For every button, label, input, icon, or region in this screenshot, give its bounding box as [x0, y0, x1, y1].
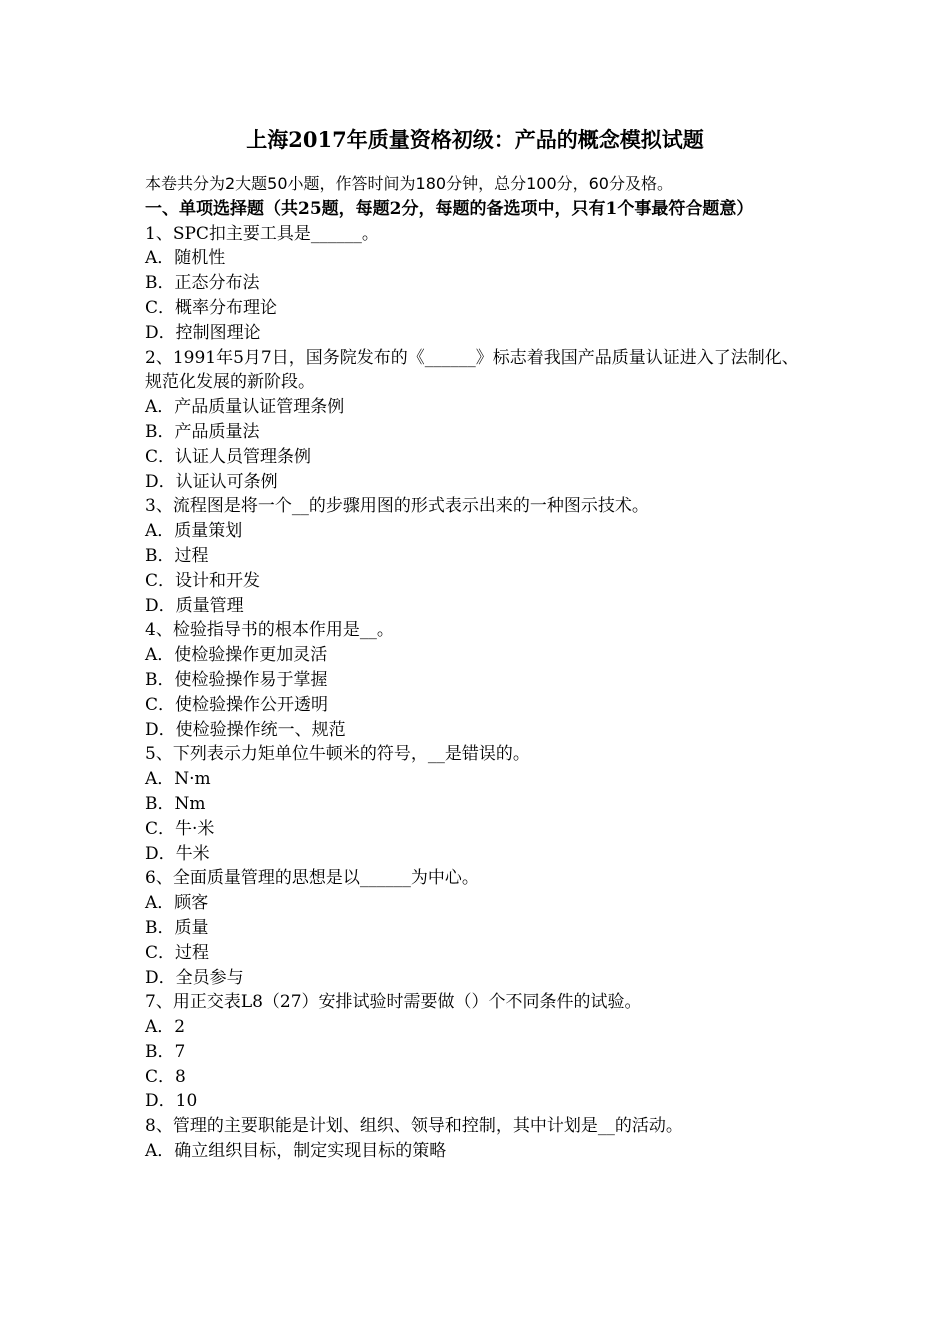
option-item: C．认证人员管理条例 [145, 446, 312, 467]
option-list [145, 246, 810, 345]
option-item: D．全员参与 [145, 967, 244, 988]
option-item: A．N·m [145, 769, 211, 790]
exam-intro: 本卷共分为2大题50小题，作答时间为180分钟，总分100分，60分及格。 [145, 174, 673, 193]
option-item: B．产品质量法 [145, 421, 260, 442]
option-list [145, 891, 810, 990]
option-item: C．牛·米 [145, 818, 215, 839]
section-heading: 一、单项选择题（共25题，每题2分，每题的备选项中，只有1个事最符合题意） [145, 198, 754, 219]
option-item: D．牛米 [145, 843, 210, 864]
option-item: A．质量策划 [145, 521, 243, 542]
question-text: 7、用正交表L8（27）安排试验时需要做（）个不同条件的试验。 [145, 992, 642, 1013]
option-item: C．8 [145, 1066, 186, 1087]
question-text: 4、检验指导书的根本作用是__。 [145, 620, 394, 641]
question-item [145, 990, 810, 1114]
option-list [145, 1139, 810, 1164]
option-item: A．确立组织目标，制定实现目标的策略 [145, 1141, 447, 1162]
option-item: D．使检验操作统一、规范 [145, 719, 346, 740]
option-item: B．过程 [145, 545, 209, 566]
document-title: 上海2017年质量资格初级：产品的概念模拟试题 [246, 127, 704, 152]
question-text: 6、全面质量管理的思想是以______为中心。 [145, 868, 479, 889]
option-item: B．质量 [145, 917, 209, 938]
option-item: B．7 [145, 1041, 186, 1062]
question-item [145, 618, 810, 742]
question-text: 8、管理的主要职能是计划、组织、领导和控制，其中计划是__的活动。 [145, 1116, 683, 1137]
option-item: B．正态分布法 [145, 273, 260, 294]
document-body [145, 172, 810, 1164]
question-item [145, 742, 810, 866]
option-item: C．概率分布理论 [145, 297, 278, 318]
question-text: 2、1991年5月7日，国务院发布的《______》标志着我国产品质量认证进入了法制化、规范化发展的新阶段。 [145, 347, 799, 393]
question-text: 3、流程图是将一个__的步骤用图的形式表示出来的一种图示技术。 [145, 496, 649, 517]
option-list [145, 643, 810, 742]
option-list [145, 519, 810, 618]
question-list [145, 222, 810, 1164]
option-item: B．Nm [145, 793, 206, 814]
question-item [145, 1114, 810, 1164]
option-item: A．使检验操作更加灵活 [145, 645, 328, 666]
question-item [145, 222, 810, 346]
question-item [145, 866, 810, 990]
option-item: A．顾客 [145, 893, 209, 914]
option-list [145, 1015, 810, 1114]
option-item: C．使检验操作公开透明 [145, 694, 329, 715]
option-item: A．随机性 [145, 248, 226, 269]
option-item: D．质量管理 [145, 595, 244, 616]
option-item: A．产品质量认证管理条例 [145, 397, 345, 418]
option-item: B．使检验操作易于掌握 [145, 669, 328, 690]
option-item: D．控制图理论 [145, 322, 261, 343]
option-item: C．过程 [145, 942, 210, 963]
question-item [145, 494, 810, 618]
question-item [145, 346, 810, 495]
option-item: D．10 [145, 1091, 198, 1112]
question-text: 5、下列表示力矩单位牛顿米的符号，__是错误的。 [145, 744, 530, 765]
option-item: D．认证认可条例 [145, 471, 278, 492]
option-list [145, 767, 810, 866]
option-item: C．设计和开发 [145, 570, 261, 591]
option-list [145, 395, 810, 494]
question-text: 1、SPC扣主要工具是______。 [145, 223, 379, 244]
option-item: A．2 [145, 1017, 186, 1038]
